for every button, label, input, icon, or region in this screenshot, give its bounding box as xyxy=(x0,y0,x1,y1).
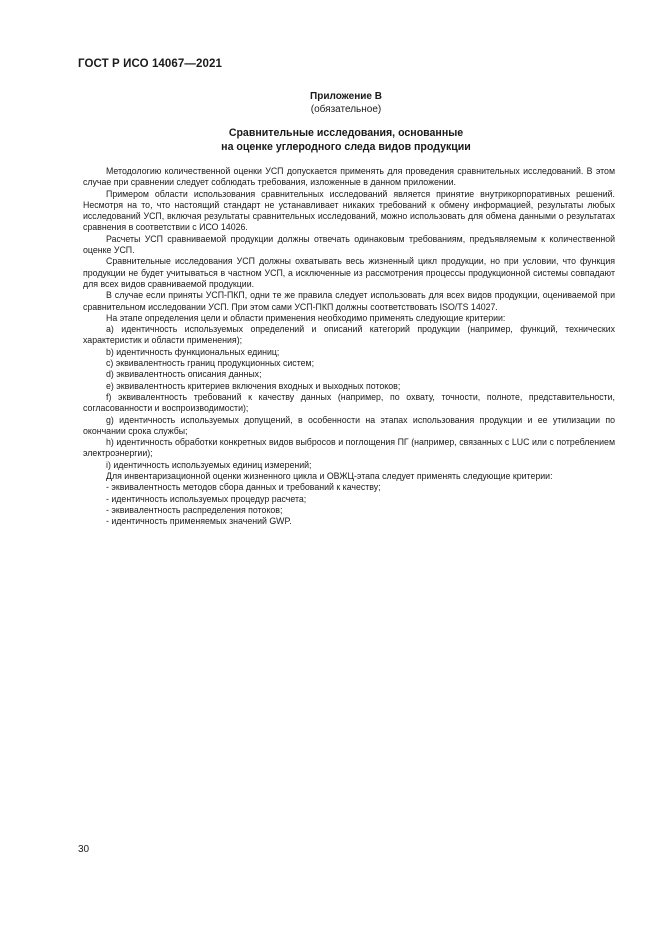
annex-title: Приложение В xyxy=(310,91,382,102)
criteria-item: c) эквивалентность границ продукционных систем; xyxy=(106,358,315,369)
page-number: 30 xyxy=(78,844,90,855)
criteria-item: g) идентичность используемых допущений, в особенности на этапах использования продукции и ее утилизации по окончании срока службы; xyxy=(83,414,615,436)
criteria-item: d) эквивалентность описания данных; xyxy=(106,369,262,380)
criteria-item: e) эквивалентность критериев включения входных и выходных потоков; xyxy=(106,380,401,391)
inventory-intro: Для инвентаризационной оценки жизненного цикла и ОВЖЦ-этапа следует применять следующие критерии: xyxy=(106,471,553,482)
paragraph: Примером области использования сравнительных исследований является принятие внутрикорпоративных решений. Несмотря на то, что настоящий стандарт не устанавливает никаких требований к обмену информацией, результаты любых исследований УСП, включая результаты сравнительных исследований, можно использовать для обмена данными о результатах сравнения в соответствии с ИСО 14026. xyxy=(83,188,615,233)
criteria-item: a) идентичность используемых определений и описаний категорий продукции (например, функций, технических характеристик и области применения); xyxy=(83,324,615,346)
criteria-item: b) идентичность функциональных единиц; xyxy=(106,346,280,357)
body-text xyxy=(83,166,615,528)
criteria-item: f) эквивалентность требований к качеству данных (например, по охвату, точности, полноте, представительности, согласованности и воспроизводимости); xyxy=(83,391,615,414)
paragraph: Методологию количественной оценки УСП допускается применять для проведения сравнительных исследований. В этом случае при сравнении следует соблюдать требования, изложенные в данном приложении. xyxy=(83,166,615,188)
annex-heading xyxy=(78,90,614,116)
section-title-line-2: на оценке углеродного следа видов продукции xyxy=(221,140,471,153)
inventory-criteria-item: - идентичность используемых процедур расчета; xyxy=(106,493,307,504)
document-header: ГОСТ Р ИСО 14067—2021 xyxy=(78,58,223,70)
criteria-item: i) идентичность используемых единиц измерений; xyxy=(106,459,312,470)
paragraph: На этапе определения цели и области применения необходимо применять следующие критерии: xyxy=(106,312,506,323)
paragraph: Сравнительные исследования УСП должны охватывать весь жизненный цикл продукции, но при условии, что функция продукции не будет учитываться в частном УСП, а исключенные из рассмотрения процессы продукционной системы совпадают для всех видов сравниваемой продукции. xyxy=(83,256,615,289)
inventory-criteria-item: - идентичность применяемых значений GWP. xyxy=(106,516,292,527)
inventory-criteria-item: - эквивалентность распределения потоков; xyxy=(106,504,283,515)
paragraph: В случае если приняты УСП-ПКП, одни те же правила следует использовать для всех видов продукции, оцениваемой при сравнительном исследовании УСП. При этом сами УСП-ПКП должны соответствовать ISO/TS 14027. xyxy=(83,290,615,312)
section-title xyxy=(78,127,614,154)
annex-status: (обязательное) xyxy=(310,104,382,115)
criteria-item: h) идентичность обработки конкретных видов выбросов и поглощения ПГ (например, связанных с LUC или с потреблением электроэнергии); xyxy=(83,437,615,459)
paragraph: Расчеты УСП сравниваемой продукции должны отвечать одинаковым требованиям, предъявляемым к количественной оценке УСП. xyxy=(83,233,615,256)
inventory-criteria-item: - эквивалентность методов сбора данных и требований к качеству; xyxy=(106,482,381,493)
section-title-line-1: Сравнительные исследования, основанные xyxy=(228,127,464,139)
